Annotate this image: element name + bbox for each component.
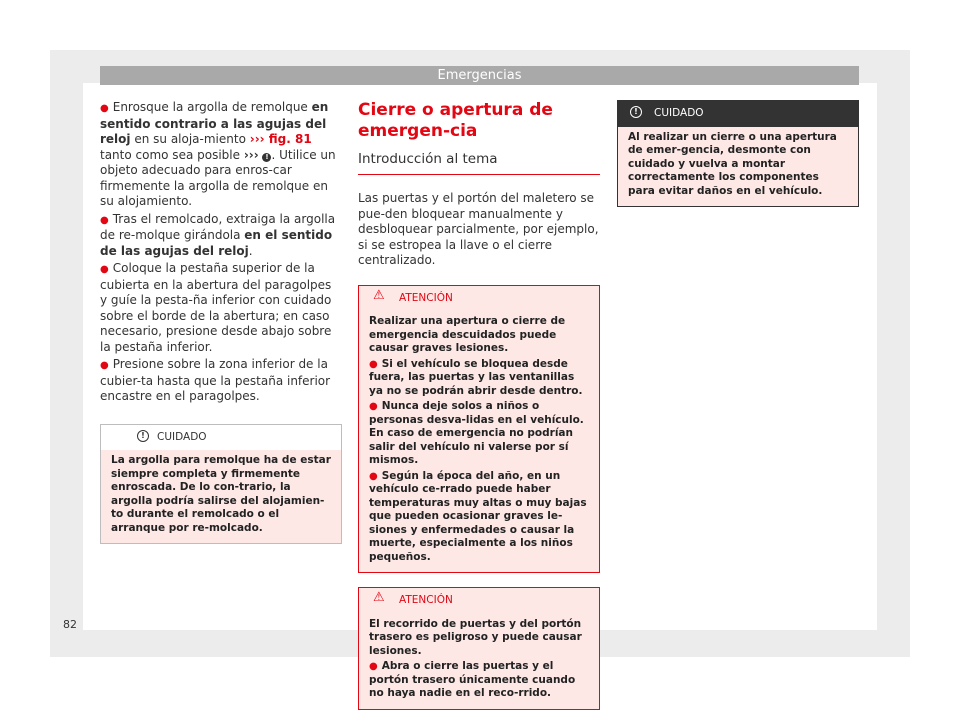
section-header: Emergencias (100, 66, 859, 85)
info-circle-icon: ! (262, 153, 271, 162)
warning-box (358, 285, 600, 574)
bullet-icon: ● (369, 401, 378, 412)
intro-paragraph: Las puertas y el portón del maletero se pue-den bloquear manualmente y desbloquear parcialmente, por ejemplo, si se estropea la llave o el cierre centralizado. (358, 191, 599, 267)
bullet-icon: ● (100, 360, 109, 371)
warning-item: ● Nunca deje solos a niños o personas desva-lidas en el vehículo. En caso de emergencia no podrían salir del vehículo ni valerse por sí mismos. (369, 400, 584, 466)
section-subtitle: Introducción al tema (358, 150, 600, 175)
warning-header: ⚠ ATENCIÓN (359, 286, 599, 312)
warning-link[interactable]: ››› (243, 147, 259, 162)
exclamation-circle-icon: ! (137, 430, 149, 442)
instruction-item: ● Coloque la pestaña superior de la cubierta en la abertura del paragolpes y guíe la pesta-ña inferior con cuidado sobre el borde de la abertura; en caso necesario, presione desde abajo sobre la pestaña inferior. (100, 261, 332, 354)
warning-text: El recorrido de puertas y del portón trasero es peligroso y puede causar lesiones. ● Abra o cierre las puertas y el portón trasero únicamente cuando no haya nadie en el reco-rrido. (359, 614, 599, 709)
bullet-icon: ● (100, 264, 109, 275)
exclamation-circle-icon: ! (630, 106, 642, 118)
column-left (100, 100, 342, 544)
warning-text: Realizar una apertura o cierre de emergencia descuidados puede causar graves lesiones. ● Si el vehículo se bloquea desde fuera, las puertas y las ventanillas ya no se podrán abrir desde dentro. ● Nunca deje solos a niños o personas desva-lidas en el vehículo. En caso de emergencia no podrían salir del vehículo ni valerse por sí mismos. ● Según la época del año, en un vehículo ce-rrado puede haber temperaturas muy altas o muy bajas que pueden ocasionar graves le-siones y enfermedades o causar la muerte, especialmente a los niños pequeños. (359, 311, 599, 572)
instruction-item: ● Presione sobre la zona inferior de la cubier-ta hasta que la pestaña inferior encastre en el paragolpes. (100, 357, 331, 403)
instruction-item: ● Tras el remolcado, extraiga la argolla de re-molque girándola en el sentido de las agujas del reloj. (100, 211, 336, 258)
figure-link[interactable]: ››› fig. 81 (249, 132, 312, 146)
bullet-icon: ● (100, 214, 109, 226)
caution-text: Al realizar un cierre o una apertura de emer-gencia, desmonte con cuidado y vuelva a montar correctamente los componentes para evitar daños en el vehículo. (628, 130, 837, 197)
warning-triangle-icon: ⚠ (373, 287, 385, 303)
warning-item: ● Si el vehículo se bloquea desde fuera, las puertas y las ventanillas ya no se podrán abrir desde dentro. (369, 357, 583, 397)
warning-box (358, 587, 600, 710)
caution-header: ! CUIDADO (618, 101, 858, 127)
bullet-icon: ● (369, 358, 378, 370)
bullet-icon: ● (369, 661, 378, 672)
page-number: 82 (63, 618, 77, 631)
caution-box (100, 424, 342, 545)
bullet-icon: ● (100, 103, 109, 114)
caution-header: ! CUIDADO (101, 425, 341, 451)
bullet-icon: ● (369, 470, 378, 482)
column-middle (358, 100, 600, 710)
column-right (617, 100, 859, 207)
caution-text: La argolla para remolque ha de estar siempre completa y firmemente enroscada. De lo con-trario, la argolla podría salirse del alojamien-to durante el remolcado o el arranque por re-molcado. (111, 454, 331, 534)
warning-item: ● Según la época del año, en un vehículo ce-rrado puede haber temperaturas muy altas o muy bajas que pueden ocasionar graves le-siones y enfermedades o causar la muerte, especialmente a los niños pequeños. (369, 469, 587, 563)
warning-triangle-icon: ⚠ (373, 590, 385, 605)
warning-item: ● Abra o cierre las puertas y el portón trasero únicamente cuando no haya nadie en el reco-rrido. (369, 660, 576, 699)
instruction-item: ● Enrosque la argolla de remolque en sentido contrario a las agujas del reloj en su aloja-miento ››› fig. 81 tanto como sea posible ››› ! . Utilice un objeto adecuado para enros-car firmemente la argolla de remolque en su alojamiento. (100, 100, 336, 208)
caution-box (617, 100, 859, 207)
section-title: Cierre o apertura de emergen-cia (358, 100, 553, 141)
warning-header: ⚠ ATENCIÓN (359, 588, 599, 614)
